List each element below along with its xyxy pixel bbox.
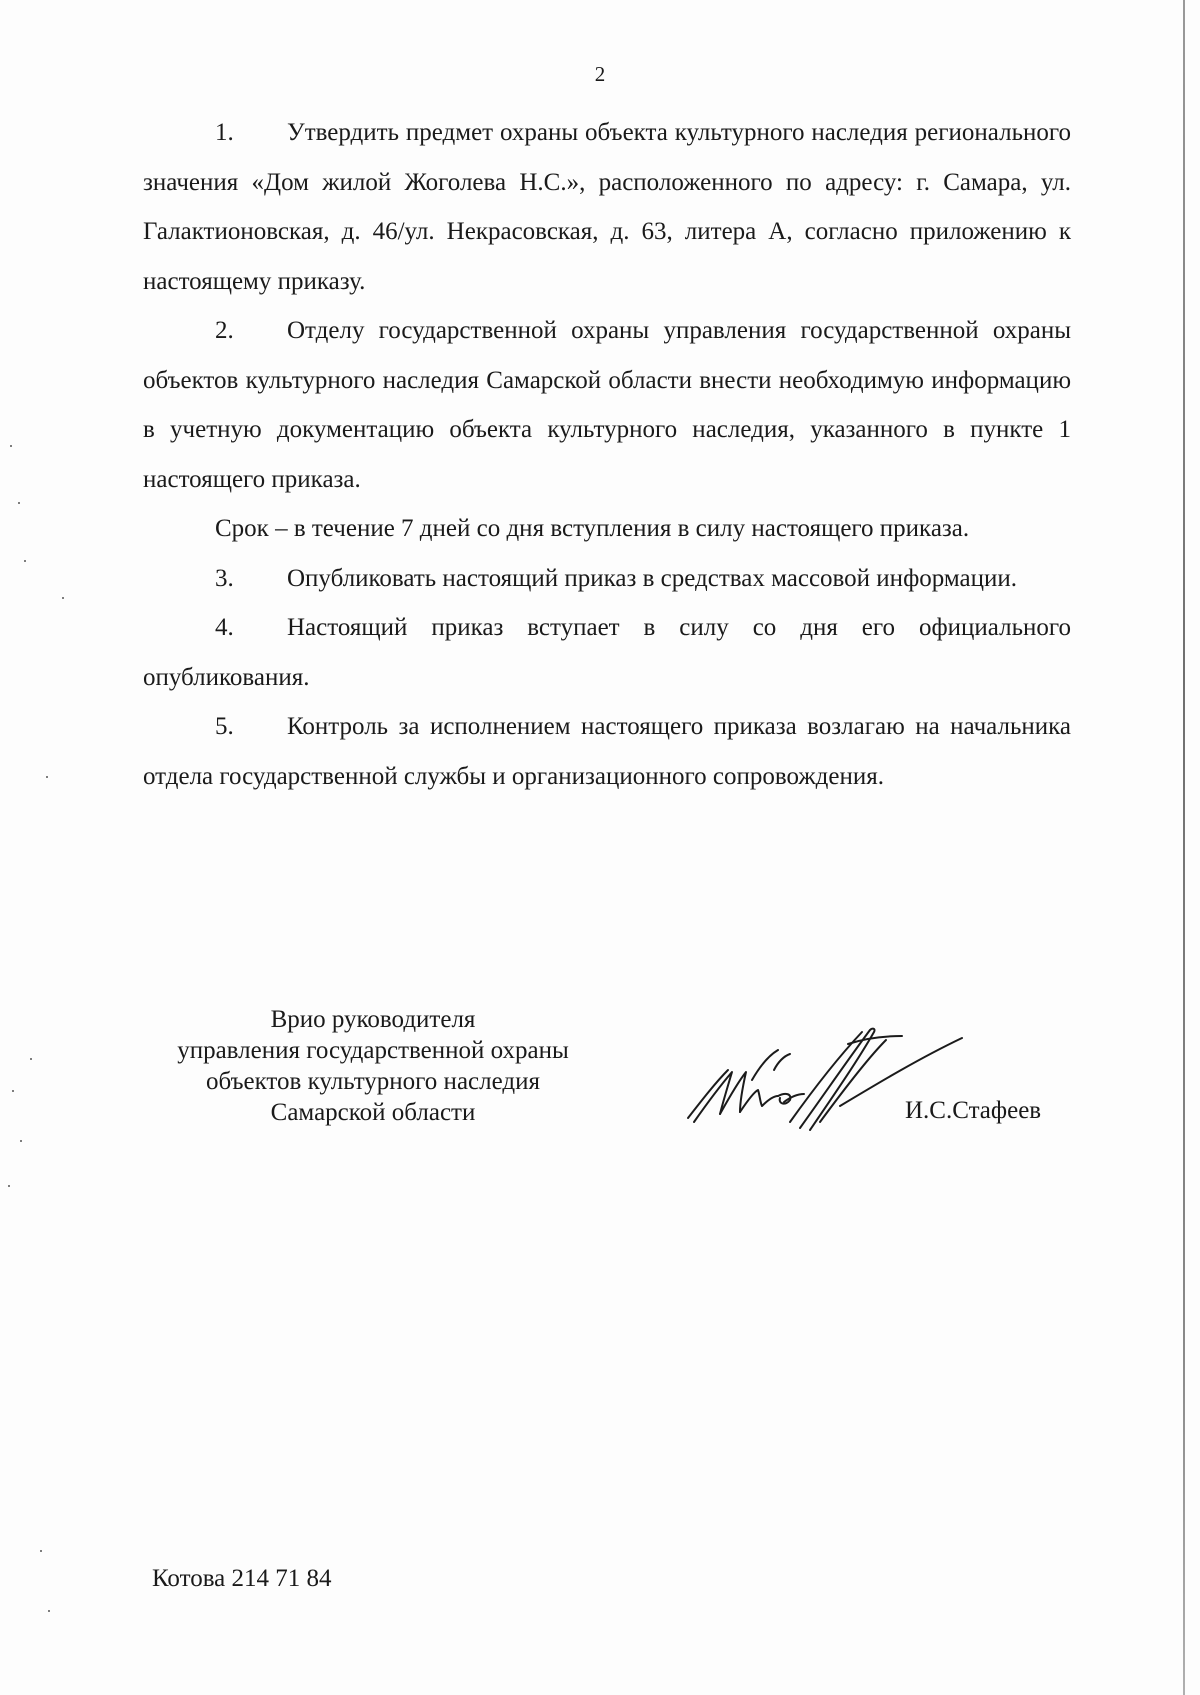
scan-speck [46, 776, 48, 778]
item-number: 2. [215, 317, 234, 344]
scan-speck [48, 1610, 50, 1612]
scan-speck [10, 445, 12, 447]
order-item-1 [143, 108, 1071, 306]
scan-edge [1183, 0, 1185, 1695]
item-number: 3. [215, 564, 234, 592]
scan-speck [18, 502, 20, 504]
scan-speck [40, 1550, 42, 1552]
scan-speck [20, 1140, 22, 1142]
scan-speck [30, 1058, 32, 1060]
scan-speck [24, 560, 26, 562]
order-item-3 [143, 554, 1071, 604]
order-item-2 [143, 306, 1071, 504]
scan-speck [62, 597, 64, 599]
position-line: управления государственной охраны [177, 1037, 569, 1064]
scan-speck [8, 1185, 10, 1187]
position-line: Врио руководителя [270, 1006, 476, 1033]
order-body [143, 108, 1071, 801]
item-number: 5. [215, 713, 234, 740]
order-item-5 [143, 702, 1071, 801]
item-text: Настоящий приказ вступает в силу со дня его официального опубликования. [143, 614, 1071, 691]
signatory-position [143, 1004, 603, 1128]
position-line: объектов культурного наследия [206, 1068, 540, 1095]
item-number: 1. [215, 119, 234, 146]
page-number: 2 [594, 62, 606, 86]
item-text: Отделу государственной охраны управления государственной охраны объектов культурного наследия Самарской области внести необходимую информацию в учетную документацию объекта культурного наследия, указанного в пункте 1 настоящего приказа. [143, 317, 1071, 493]
order-item-4 [143, 603, 1071, 702]
position-line: Самарской области [270, 1099, 476, 1126]
scan-speck [12, 1090, 14, 1092]
item-text: Контроль за исполнением настоящего приказа возлагаю на начальника отдела государственной службы и организационного сопровождения. [143, 713, 1071, 790]
item-number: 4. [215, 614, 234, 641]
item-text: Утвердить предмет охраны объекта культурного наследия регионального значения «Дом жилой Жоголева Н.С.», расположенного по адресу: г. Самара, ул. Галактионовская, д. 46/ул. Некрасовская, д. 63, литера А, согласно приложению к настоящему приказу. [143, 119, 1071, 295]
item-text: Опубликовать настоящий приказ в средствах массовой информации. [287, 564, 1018, 592]
signer-name: И.С.Стафеев [905, 1097, 1042, 1124]
executor-contact: Котова 214 71 84 [152, 1565, 332, 1592]
deadline-text: Срок – в течение 7 дней со дня вступления в силу настоящего приказа. [215, 515, 970, 542]
